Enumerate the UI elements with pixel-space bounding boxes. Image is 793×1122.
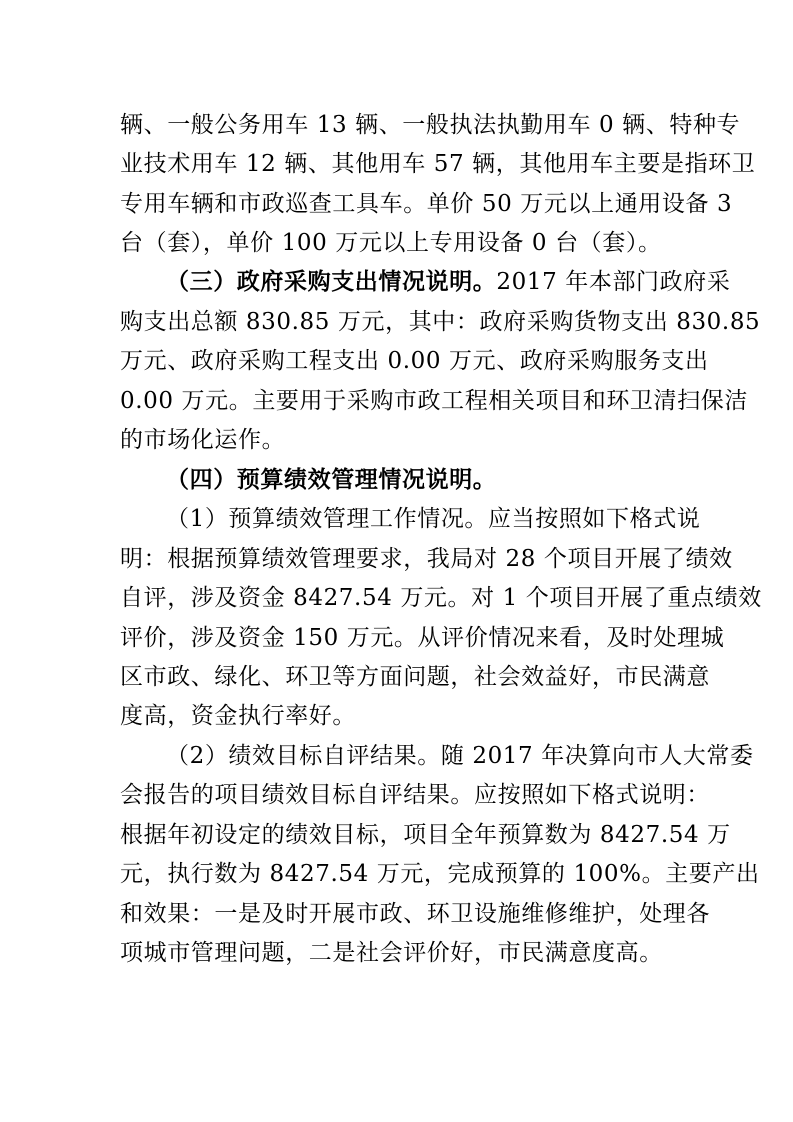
section-heading-3: （三）政府采购支出情况说明。	[166, 268, 497, 295]
text-line: 会报告的项目绩效目标自评结果。应按照如下格式说明：	[120, 782, 710, 808]
text-line: 万元、政府采购工程支出 0.00 万元、政府采购服务支出	[120, 348, 709, 374]
text-line: （1）预算绩效管理工作情况。应当按照如下格式说	[166, 506, 701, 532]
text-line: 和效果：一是及时开展市政、环卫设施维修维护，处理各	[120, 901, 710, 927]
text-line: 评价，涉及资金 150 万元。从评价情况来看，及时处理城	[120, 625, 725, 651]
text-line: 专用车辆和市政巡查工具车。单价 50 万元以上通用设备 3	[120, 191, 733, 217]
text-line: 台（套），单价 100 万元以上专用设备 0 台（套）。	[120, 230, 662, 256]
text-line: 自评，涉及资金 8427.54 万元。对 1 个项目开展了重点绩效	[120, 585, 762, 611]
text-line: 区市政、绿化、环卫等方面问题，社会效益好，市民满意	[120, 664, 710, 690]
text-line: 辆、一般公务用车 13 辆、一般执法执勤用车 0 辆、特种专	[120, 112, 741, 138]
text-line: 度高，资金执行率好。	[120, 703, 356, 729]
text-line: 根据年初设定的绩效目标，项目全年预算数为 8427.54 万	[120, 822, 731, 848]
section-paragraph	[166, 267, 730, 297]
text-line: 购支出总额 830.85 万元，其中：政府采购货物支出 830.85	[120, 309, 761, 335]
text-line: 明：根据预算绩效管理要求，我局对 28 个项目开展了绩效	[120, 546, 733, 572]
text-line: 项城市管理问题，二是社会评价好，市民满意度高。	[120, 940, 663, 966]
section-heading-4: （四）预算绩效管理情况说明。	[166, 466, 497, 493]
text-line: 业技术用车 12 辆、其他用车 57 辆，其他用车主要是指环卫	[120, 151, 756, 177]
text-line: 元，执行数为 8427.54 万元，完成预算的 100%。主要产出	[120, 861, 760, 887]
text-line: 的市场化运作。	[120, 427, 286, 453]
text-line: 0.00 万元。主要用于采购市政工程相关项目和环卫清扫保洁	[120, 388, 748, 414]
text-line: （2）绩效目标自评结果。随 2017 年决算向市人大常委	[166, 743, 754, 769]
text-segment: 2017 年本部门政府采	[496, 269, 731, 295]
